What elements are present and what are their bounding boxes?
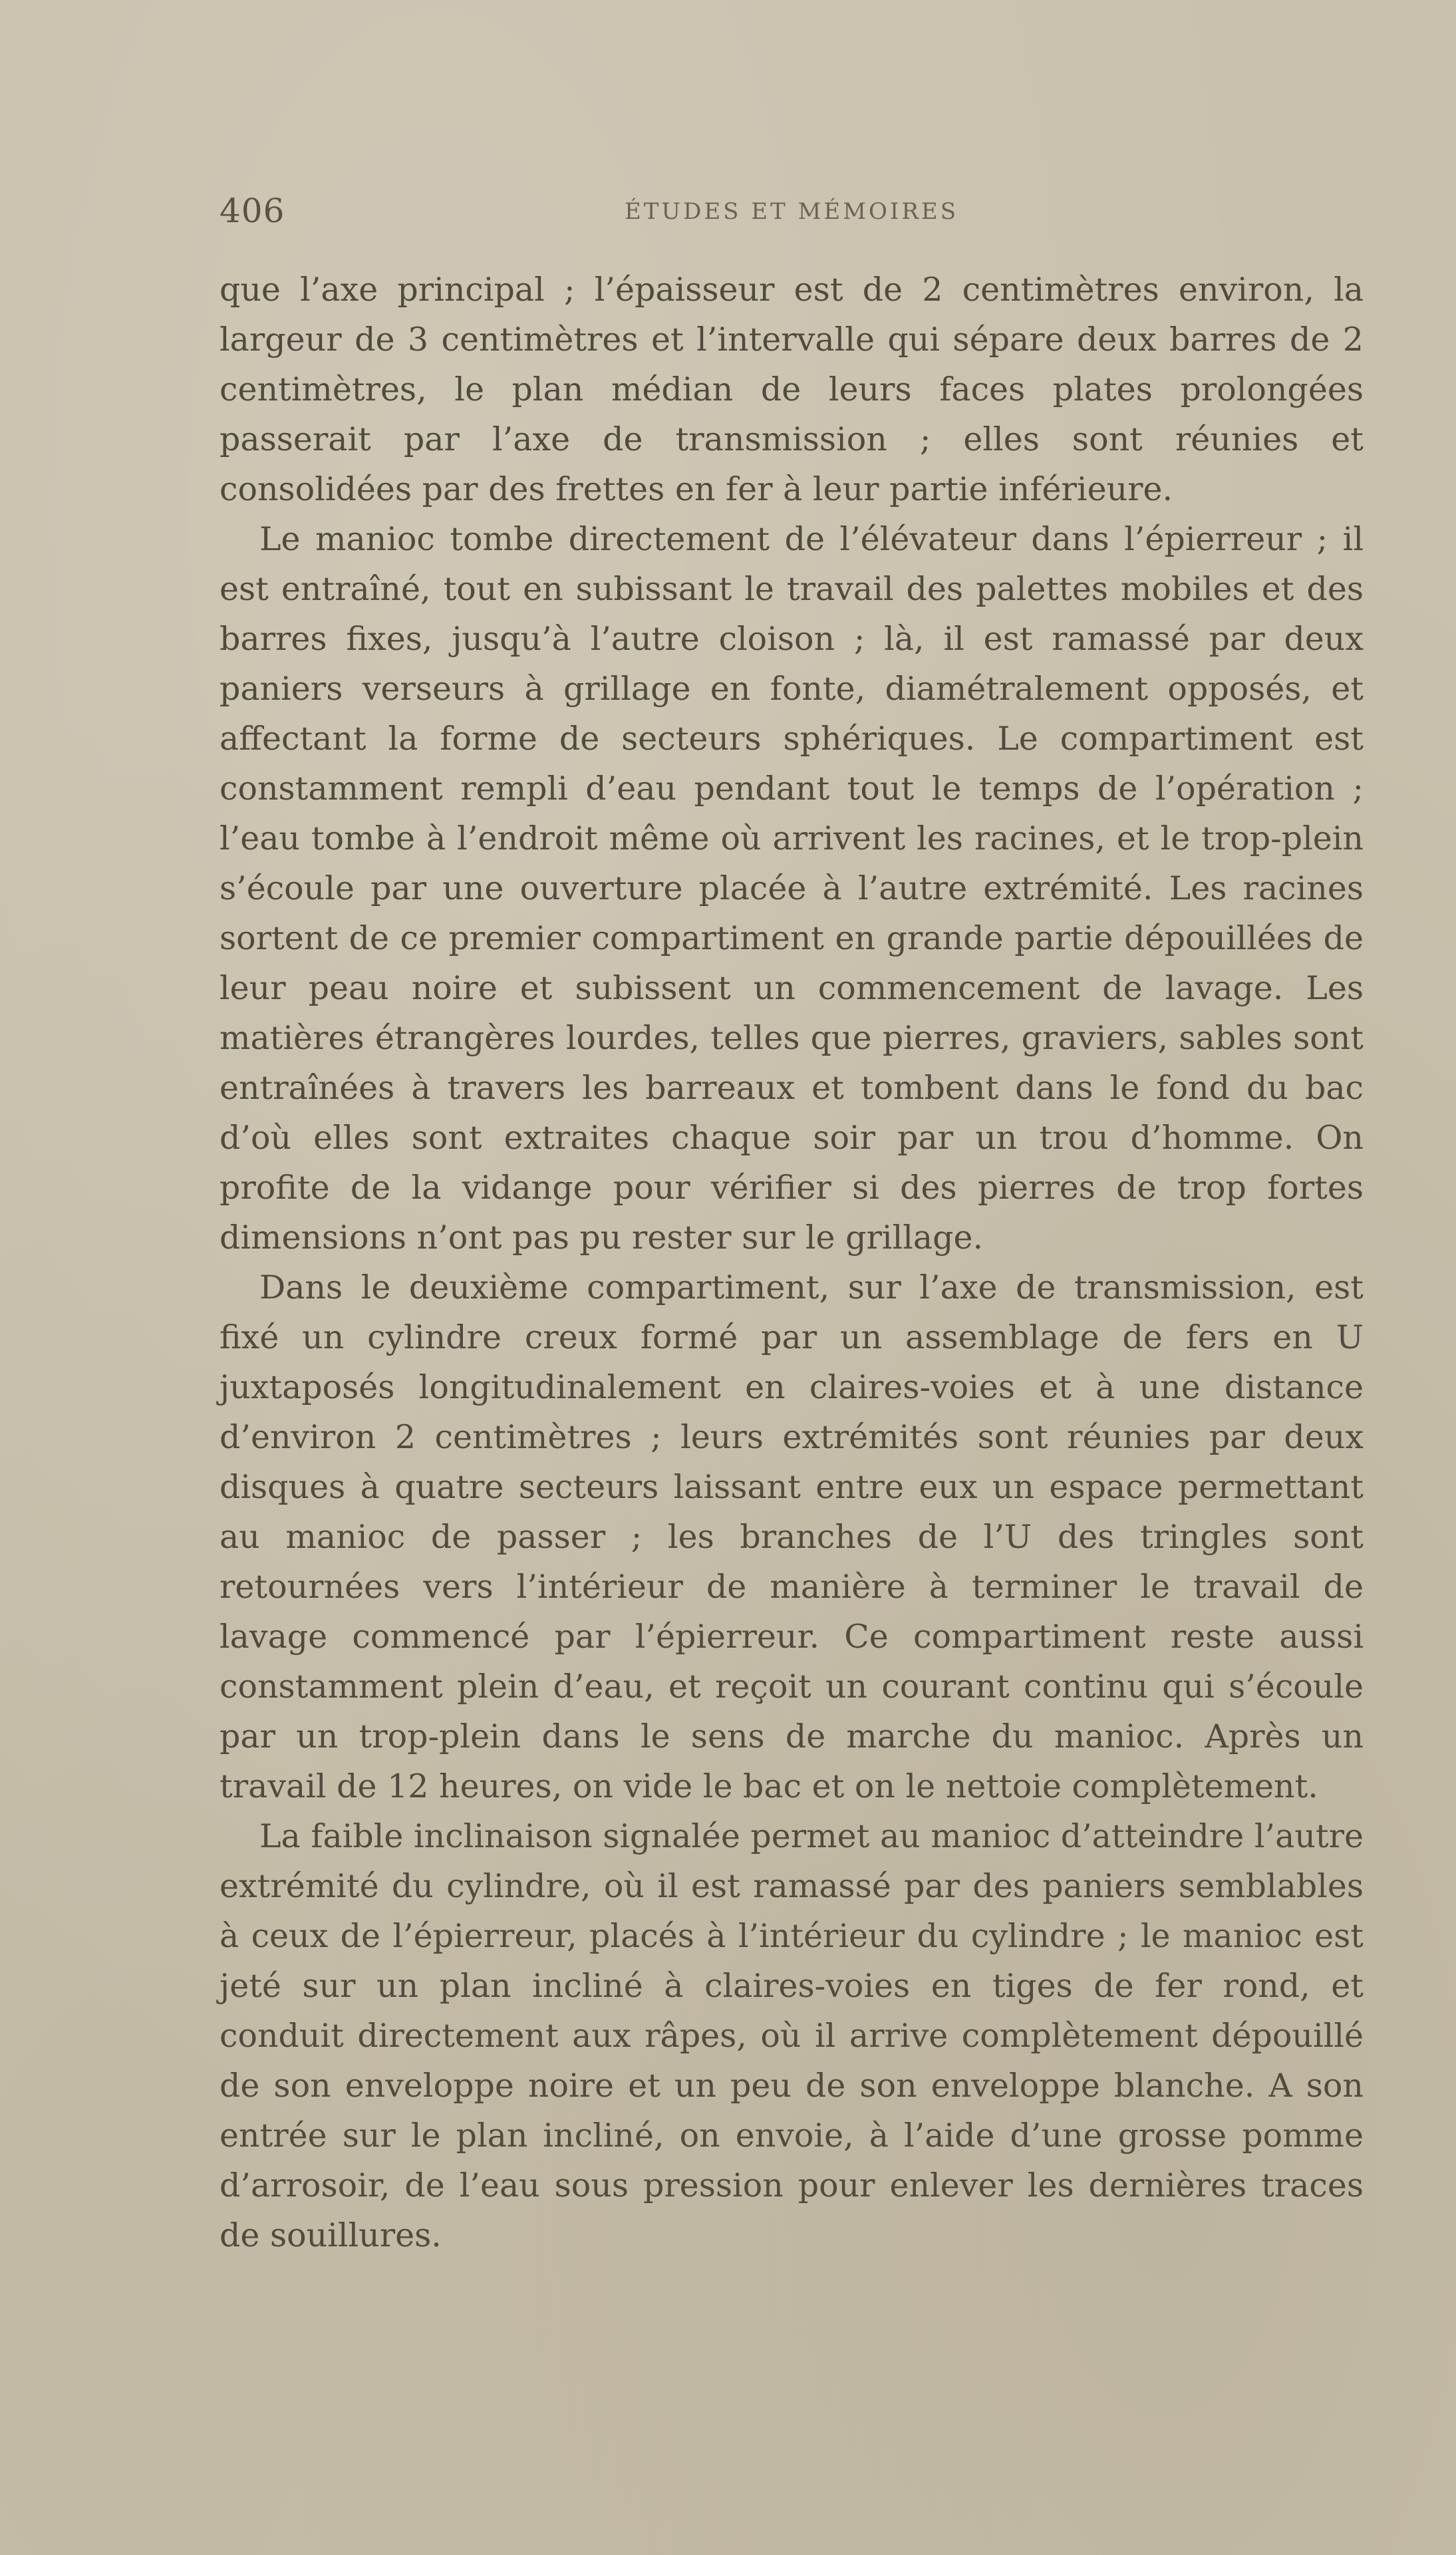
paragraph-3: Dans le deuxième compartiment, sur l’axe de transmission, est fixé un cylindre creux formé par un assemblage de fers en U juxtaposés longitudinalement en claires-voies et à une distance d’environ 2 centimètres ; leurs extrémités sont réunies par deux disques à quatre secteurs laissant entre eux un espace permettant au manioc de passer ; les branches de l’U des tringles sont retournées vers l’intérieur de manière à terminer le travail de lavage commencé par l’épierreur. Ce compartiment reste aussi constamment plein d’eau, et reçoit un courant continu qui s’écoule par un trop-plein dans le sens de marche du manioc. Après un travail de 12 heures, on vide le bac et on le nettoie complètement.	[219, 1269, 1364, 1805]
paragraph-2: Le manioc tombe directement de l’élévateur dans l’épierreur ; il est entraîné, tout en subissant le travail des palettes mobiles et des barres fixes, jusqu’à l’autre cloison ; là, il est ramassé par deux paniers verseurs à grillage en fonte, diamétralement opposés, et affectant la forme de secteurs sphériques. Le compartiment est constamment rempli d’eau pendant tout le temps de l’opération ; l’eau tombe à l’endroit même où arrivent les racines, et le trop-plein s’écoule par une ouverture placée à l’autre extrémité. Les racines sortent de ce premier compartiment en grande partie dépouillées de leur peau noire et subissent un commencement de lavage. Les matières étrangères lourdes, telles que pierres, graviers, sables sont entraînées à travers les barreaux et tombent dans le fond du bac d’où elles sont extraites chaque soir par un trou d’homme. On profite de la vidange pour vérifier si des pierres de trop fortes dimensions n’ont pas pu rester sur le grillage.	[219, 520, 1364, 1257]
paragraph-4: La faible inclinaison signalée permet au manioc d’atteindre l’autre extrémité du cylindre, où il est ramassé par des paniers semblables à ceux de l’épierreur, placés à l’intérieur du cylindre ; le manioc est jeté sur un plan incliné à claires-voies en tiges de fer rond, et conduit directement aux râpes, où il arrive complètement dépouillé de son enveloppe noire et un peu de son enveloppe blanche. A son entrée sur le plan incliné, on envoie, à l’aide d’une grosse pomme d’arrosoir, de l’eau sous pression pour enlever les dernières traces de souillures.	[219, 1817, 1364, 2254]
paragraph-1: que l’axe principal ; l’épaisseur est de 2 centimètres environ, la largeur de 3 centimètres et l’intervalle qui sépare deux barres de 2 centimètres, le plan médian de leurs faces plates prolongées passerait par l’axe de transmission ; elles sont réunies et consolidées par des frettes en fer à leur partie inférieure.	[219, 271, 1364, 508]
running-head: ÉTUDES ET MÉMOIRES	[624, 198, 959, 225]
body-text	[219, 265, 1364, 2260]
page-number: 406	[219, 192, 285, 230]
page-header	[219, 192, 1364, 238]
